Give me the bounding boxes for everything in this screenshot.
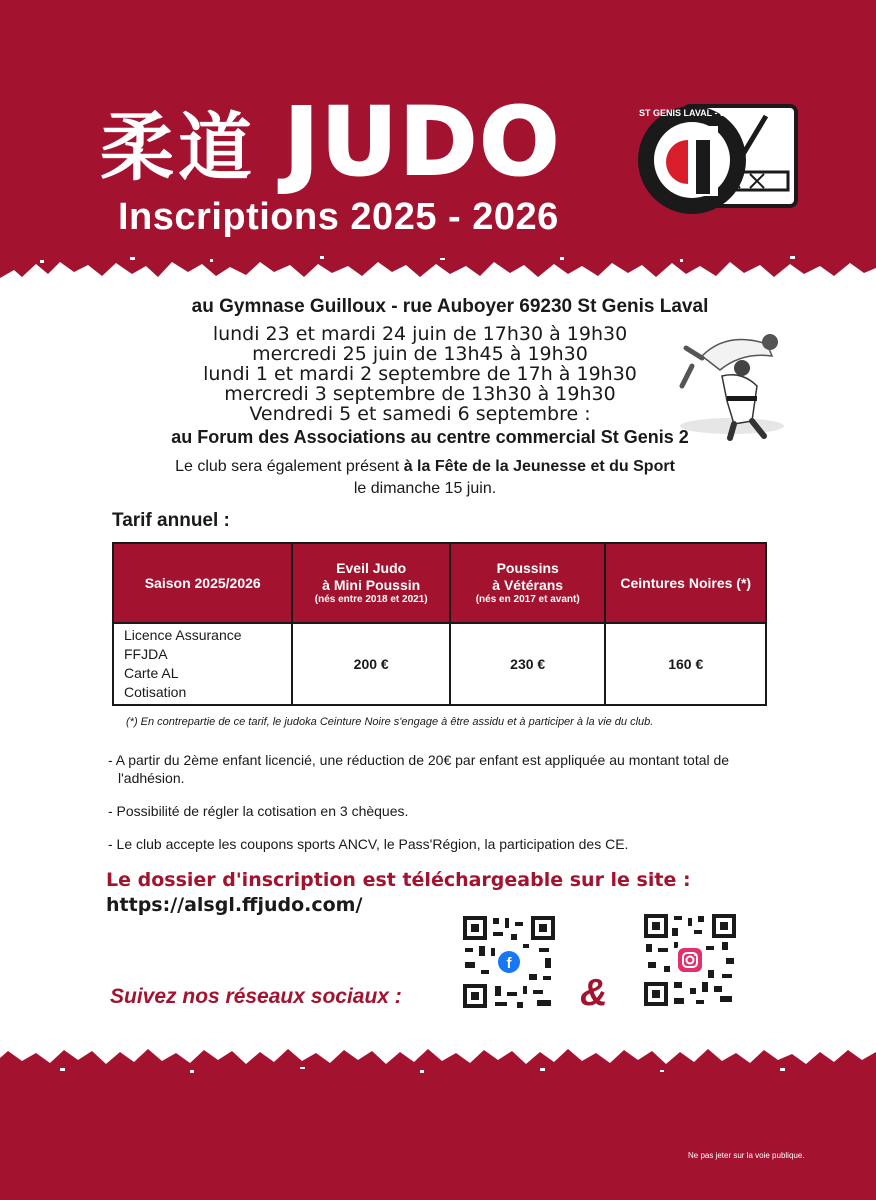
venue-address: au Gymnase Guilloux - rue Auboyer 69230 St Genis Laval — [191, 296, 709, 317]
tarif-items: Licence Assurance FFJDA Carte AL Cotisation — [113, 623, 292, 705]
price-poussins: 230 € — [450, 623, 606, 705]
footer-note: Ne pas jeter sur la voie publique. — [688, 1151, 805, 1160]
header-eveil: Eveil Judo à Mini Poussin (nés entre 2018 et 2021) — [292, 543, 449, 623]
price-eveil: 200 € — [292, 623, 449, 705]
facebook-qr-code[interactable] — [461, 914, 557, 1010]
club-presence-event: à la Fête de la Jeunesse et du Sport — [403, 458, 675, 475]
kanji-title: 柔道 — [100, 105, 256, 191]
instagram-qr-code[interactable] — [642, 912, 738, 1008]
website-link[interactable]: https://alsgl.ffjudo.com/ — [106, 894, 363, 916]
logo-text: ST GENIS LAVAL - JUDO — [638, 108, 746, 118]
schedule-line: mercredi 25 juin de 13h45 à 19h30 — [252, 343, 588, 365]
ampersand: & — [580, 972, 608, 1014]
tarif-header-row — [113, 543, 766, 623]
bullet-item: - Le club accepte les coupons sports ANCV, le Pass'Région, la participation des CE. — [108, 836, 629, 852]
dossier-text: Le dossier d'inscription est téléchargeable sur le site : — [106, 869, 691, 891]
forum-info: au Forum des Associations au centre commercial St Genis 2 — [171, 427, 689, 447]
club-presence-date: le dimanche 15 juin. — [353, 480, 497, 497]
tarif-row — [113, 623, 766, 705]
judoka-throw-illustration — [672, 326, 790, 442]
club-presence — [45, 456, 805, 500]
schedule-line: lundi 23 et mardi 24 juin de 17h30 à 19h30 — [212, 323, 628, 345]
title-row — [100, 87, 562, 197]
header-poussins: Poussins à Vétérans (nés en 2017 et avant) — [450, 543, 606, 623]
bullet-item: - A partir du 2ème enfant licencié, une réduction de 20€ par enfant est appliquée au montant total de l'adhésion. — [108, 752, 730, 786]
tarif-footnote: (*) En contrepartie de ce tarif, le judoka Ceinture Noire s'engage à être assidu et à participer à la vie du club. — [126, 716, 654, 728]
club-presence-text: Le club sera également présent — [175, 458, 404, 475]
bullet-item: - Possibilité de régler la cotisation en 3 chèques. — [108, 803, 409, 819]
svg-text:f: f — [506, 955, 512, 972]
page-subtitle: Inscriptions 2025 - 2026 — [118, 196, 559, 238]
dossier-info — [106, 868, 691, 918]
price-ceintures-noires: 160 € — [605, 623, 766, 705]
schedule-line: lundi 1 et mardi 2 septembre de 17h à 19h30 — [203, 363, 637, 385]
tarif-table — [112, 542, 767, 706]
tarif-title: Tarif annuel : — [112, 510, 230, 531]
header-ceintures-noires: Ceintures Noires (*) — [605, 543, 766, 623]
header-season: Saison 2025/2026 — [113, 543, 292, 623]
info-bullets — [108, 751, 778, 868]
torn-edge-bottom — [0, 1030, 876, 1080]
judo-title: JUDO — [284, 87, 562, 197]
club-logo — [636, 96, 806, 236]
schedule-line: Vendredi 5 et samedi 6 septembre : — [249, 403, 591, 425]
schedule-line: mercredi 3 septembre de 13h30 à 19h30 — [224, 383, 616, 405]
instagram-icon — [678, 948, 702, 972]
social-label: Suivez nos réseaux sociaux : — [110, 985, 402, 1008]
